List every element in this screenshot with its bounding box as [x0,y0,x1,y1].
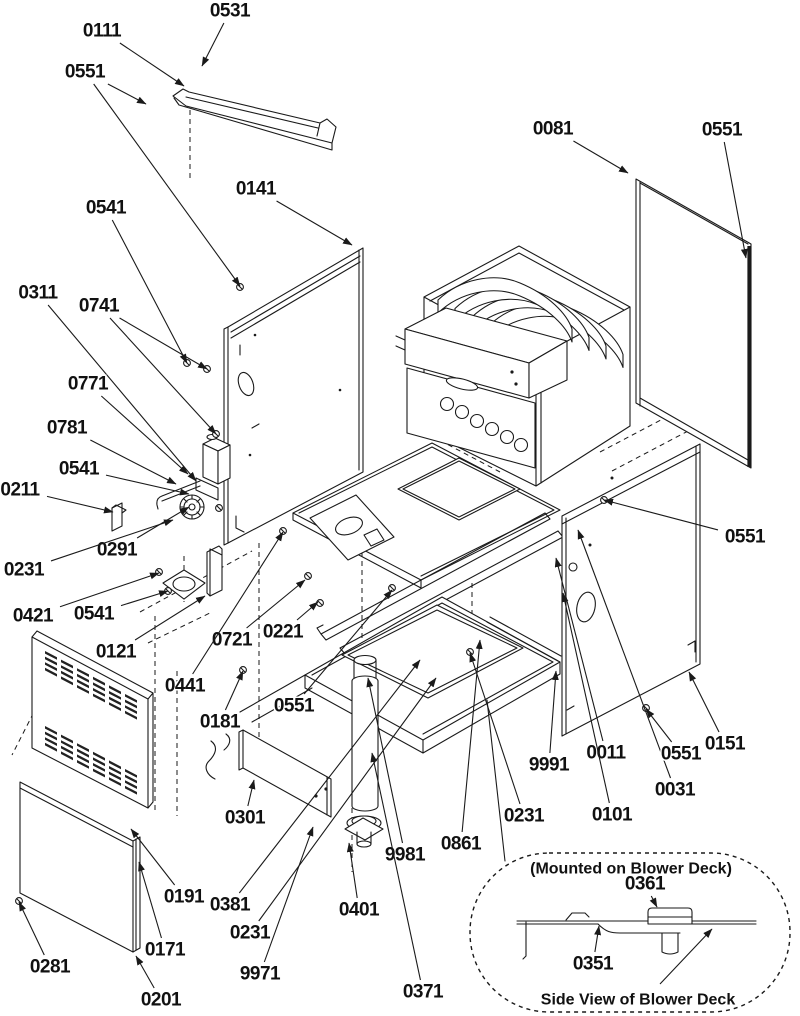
leader-line [120,43,184,86]
part-label: 0111 [82,20,122,42]
part-label: 0231 [229,922,271,944]
leader-line [297,602,318,620]
part-label: 0381 [209,894,251,916]
leader-line [248,780,254,806]
part-label: 0031 [654,779,696,801]
leader-line [573,141,628,173]
leader-line [137,507,189,538]
part-label: 0221 [262,621,304,643]
part-label: 9971 [239,963,281,985]
part-label: 0191 [163,886,205,908]
part-label: 0211 [0,479,40,501]
part-label: 0541 [58,458,100,480]
leader-line [225,671,243,710]
leader-line [202,23,224,66]
leader-line [349,843,357,898]
leader-line [47,496,113,512]
part-label: 0551 [660,743,702,765]
part-label: 0101 [591,804,633,826]
leader-line [136,956,154,988]
part-label: 0201 [140,989,182,1011]
part-label: 0351 [572,953,614,975]
part-label: 0771 [67,373,109,395]
lower-door [20,782,140,952]
leader-line [135,596,205,640]
wire [206,741,215,779]
leader-line [121,591,168,606]
part-label: 9991 [528,754,570,776]
inset-heading: (Mounted on Blower Deck) [530,860,732,878]
part-label: 0721 [211,629,253,651]
leader-line [112,220,187,363]
part-label: 0861 [440,833,482,855]
inset-callout-line [487,700,505,861]
leader-line [131,829,175,885]
leader-line [372,753,420,980]
leader-line [264,827,313,962]
leader-line [101,396,188,474]
part-label: 0741 [78,295,120,317]
leader-line [689,672,719,732]
part-label: 0281 [29,956,71,978]
part-label: 0011 [586,742,626,764]
top-filler-panel [173,89,336,150]
part-label: 0231 [3,559,45,581]
side-panel [562,444,700,736]
part-label: 0151 [704,733,746,755]
leader-line [19,902,44,955]
leader-line [550,671,556,753]
part-label: 0141 [235,178,277,200]
leader-line [60,573,159,607]
leader-line [646,709,672,742]
lower-blower-deck [240,597,561,753]
screw-icon [240,667,247,674]
leader-line [110,318,216,434]
part-label: 0781 [46,417,88,439]
junction-panel [206,730,331,817]
screw-icon [305,573,312,580]
part-label: 0551 [724,526,766,548]
part-label: 0121 [95,641,137,663]
part-label: 0081 [532,118,574,140]
part-label: 0541 [85,197,127,219]
inducer-wheel [180,495,204,519]
leader-line [193,532,283,674]
part-label: 0421 [12,605,54,627]
part-label: 0291 [96,539,138,561]
part-label: 0551 [701,119,743,141]
leader-line [106,475,189,494]
part-label: 0301 [224,807,266,829]
leader-line [90,440,176,484]
leader-line [139,862,161,938]
rear-panel [636,179,751,468]
part-label: 0371 [402,981,444,1003]
inset-caption: Side View of Blower Deck [540,991,736,1009]
leader-line [277,201,352,245]
part-label: 0171 [144,939,186,961]
part-label: 0531 [209,0,251,22]
screw-icon [16,898,23,905]
wire [224,734,230,750]
part-label: 0551 [64,61,106,83]
part-label: 0401 [338,899,380,921]
part-label: 9981 [384,844,426,866]
part-label: 0311 [18,282,58,304]
part-label: 0441 [164,675,206,697]
part-label: 0181 [199,711,241,733]
gas-valve-cluster [112,435,230,532]
screw-icon [280,528,287,535]
part-label: 0541 [73,603,115,625]
part-label: 0361 [624,873,666,895]
part-label: 0231 [503,805,545,827]
leader-line [108,84,146,104]
screw-icon [237,284,244,291]
part-label: 0551 [273,695,315,717]
screw-icon [216,505,223,512]
